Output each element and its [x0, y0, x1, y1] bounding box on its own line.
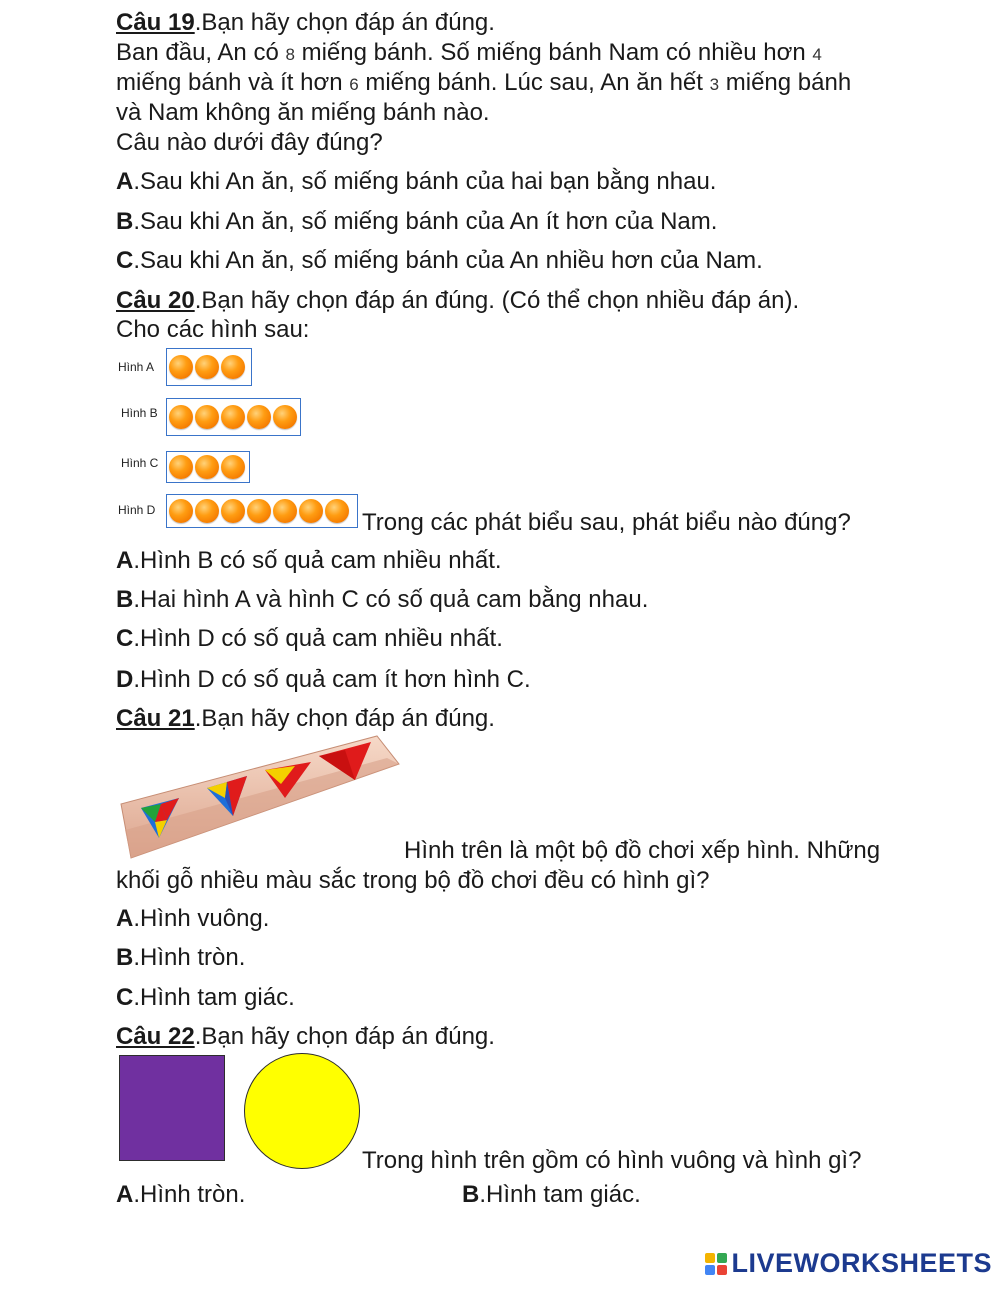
q20-prompt: .Bạn hãy chọn đáp án đúng. (Có thể chọn nhiều đáp án). — [194, 287, 800, 314]
q20-option-c[interactable] — [116, 624, 503, 654]
option-letter: C — [116, 247, 134, 274]
q19-text: miếng bánh. Lúc sau, An ăn hết — [358, 69, 710, 96]
option-text: .Sau khi An ăn, số miếng bánh của An nhiều hơn của Nam. — [133, 247, 763, 274]
number-6: 6 — [349, 75, 359, 94]
q22-title: Câu 22 — [116, 1023, 195, 1050]
liveworksheets-logo — [705, 1248, 992, 1279]
orange-icon — [169, 355, 193, 379]
orange-icon — [273, 405, 297, 429]
orange-icon — [299, 499, 323, 523]
q21-option-b[interactable] — [116, 943, 245, 973]
orange-icon — [169, 455, 193, 479]
option-text: .Sau khi An ăn, số miếng bánh của hai bạn bằng nhau. — [133, 168, 717, 195]
q22-option-b[interactable] — [462, 1180, 641, 1210]
orange-icon — [221, 455, 245, 479]
q20-option-a[interactable] — [116, 546, 502, 576]
orange-icon — [247, 405, 271, 429]
option-text: .Hai hình A và hình C có số quả cam bằng nhau. — [133, 586, 649, 613]
option-letter: A — [116, 168, 134, 195]
option-text: .Sau khi An ăn, số miếng bánh của An ít hơn của Nam. — [133, 208, 718, 235]
q19-text: Ban đầu, An có — [116, 39, 286, 66]
orange-icon — [195, 355, 219, 379]
orange-icon — [273, 499, 297, 523]
number-4: 4 — [812, 45, 822, 64]
option-letter: B — [116, 944, 134, 971]
option-letter: B — [116, 208, 134, 235]
orange-icon — [221, 405, 245, 429]
orange-icon — [195, 499, 219, 523]
q21-option-a[interactable] — [116, 904, 269, 934]
q21-heading — [116, 704, 495, 734]
q19-line-3: và Nam không ăn miếng bánh nào. — [116, 99, 490, 126]
option-text: .Hình B có số quả cam nhiều nhất. — [133, 547, 502, 574]
q19-text: miếng bánh và ít hơn — [116, 69, 350, 96]
number-8: 8 — [285, 45, 295, 64]
q21-line-1: Hình trên là một bộ đồ chơi xếp hình. Những — [404, 837, 881, 864]
option-letter: B — [116, 586, 134, 613]
option-letter: B — [462, 1181, 480, 1208]
figure-c-label: Hình C — [121, 456, 159, 470]
q19-option-c[interactable] — [116, 246, 763, 276]
triangle-puzzle-image — [115, 732, 405, 864]
q19-option-a[interactable] — [116, 167, 716, 197]
q20-title: Câu 20 — [116, 287, 195, 314]
orange-icon — [195, 455, 219, 479]
q19-line-4: Câu nào dưới đây đúng? — [116, 129, 383, 156]
option-letter: C — [116, 984, 134, 1011]
figure-b-label: Hình B — [121, 406, 158, 420]
number-3: 3 — [709, 75, 720, 94]
figure-d-label: Hình D — [118, 503, 156, 517]
option-text: .Hình D có số quả cam nhiều nhất. — [133, 625, 503, 652]
q20-option-d[interactable] — [116, 665, 531, 695]
option-letter: D — [116, 666, 134, 693]
q22-heading — [116, 1022, 495, 1052]
figure-a-label: Hình A — [118, 360, 155, 374]
option-letter: A — [116, 547, 134, 574]
figure-d-box — [166, 494, 358, 528]
q19-prompt: .Bạn hãy chọn đáp án đúng. — [194, 9, 495, 36]
orange-icon — [169, 499, 193, 523]
orange-icon — [195, 405, 219, 429]
orange-icon — [247, 499, 271, 523]
q22-question: Trong hình trên gồm có hình vuông và hình gì? — [362, 1147, 862, 1174]
option-letter: A — [116, 1181, 134, 1208]
figure-c-box — [166, 451, 250, 483]
q19-option-b[interactable] — [116, 207, 717, 237]
q21-option-c[interactable] — [116, 983, 295, 1013]
option-letter: C — [116, 625, 134, 652]
q19-text: miếng bánh. Số miếng bánh Nam có nhiều hơn — [294, 39, 813, 66]
option-text: .Hình vuông. — [133, 905, 270, 932]
figure-a-box — [166, 348, 252, 386]
q20-intro: Cho các hình sau: — [116, 316, 310, 343]
orange-icon — [221, 499, 245, 523]
figure-b-box — [166, 398, 301, 436]
option-letter: A — [116, 905, 134, 932]
q19-heading — [116, 8, 495, 38]
q22-option-a[interactable] — [116, 1180, 245, 1210]
logo-grid-icon — [705, 1253, 727, 1275]
orange-icon — [221, 355, 245, 379]
yellow-circle-shape — [244, 1053, 360, 1169]
option-text: .Hình tròn. — [133, 1181, 246, 1208]
q19-title: Câu 19 — [116, 9, 195, 36]
logo-text: LIVEWORKSHEETS — [731, 1248, 992, 1278]
option-text: .Hình tròn. — [133, 944, 246, 971]
q21-line-2: khối gỗ nhiều màu sắc trong bộ đồ chơi đều có hình gì? — [116, 867, 710, 894]
q21-title: Câu 21 — [116, 705, 195, 732]
q20-option-b[interactable] — [116, 585, 648, 615]
orange-icon — [325, 499, 349, 523]
option-text: .Hình D có số quả cam ít hơn hình C. — [133, 666, 531, 693]
q21-prompt: .Bạn hãy chọn đáp án đúng. — [194, 705, 495, 732]
option-text: .Hình tam giác. — [133, 984, 295, 1011]
q19-line-1 — [116, 38, 822, 70]
option-text: .Hình tam giác. — [479, 1181, 641, 1208]
orange-icon — [169, 405, 193, 429]
q22-prompt: .Bạn hãy chọn đáp án đúng. — [194, 1023, 495, 1050]
q19-line-2 — [116, 68, 851, 100]
q20-heading — [116, 286, 799, 316]
purple-square-shape — [119, 1055, 225, 1161]
q19-text: miếng bánh — [719, 69, 852, 96]
q20-question: Trong các phát biểu sau, phát biểu nào đúng? — [362, 509, 851, 536]
